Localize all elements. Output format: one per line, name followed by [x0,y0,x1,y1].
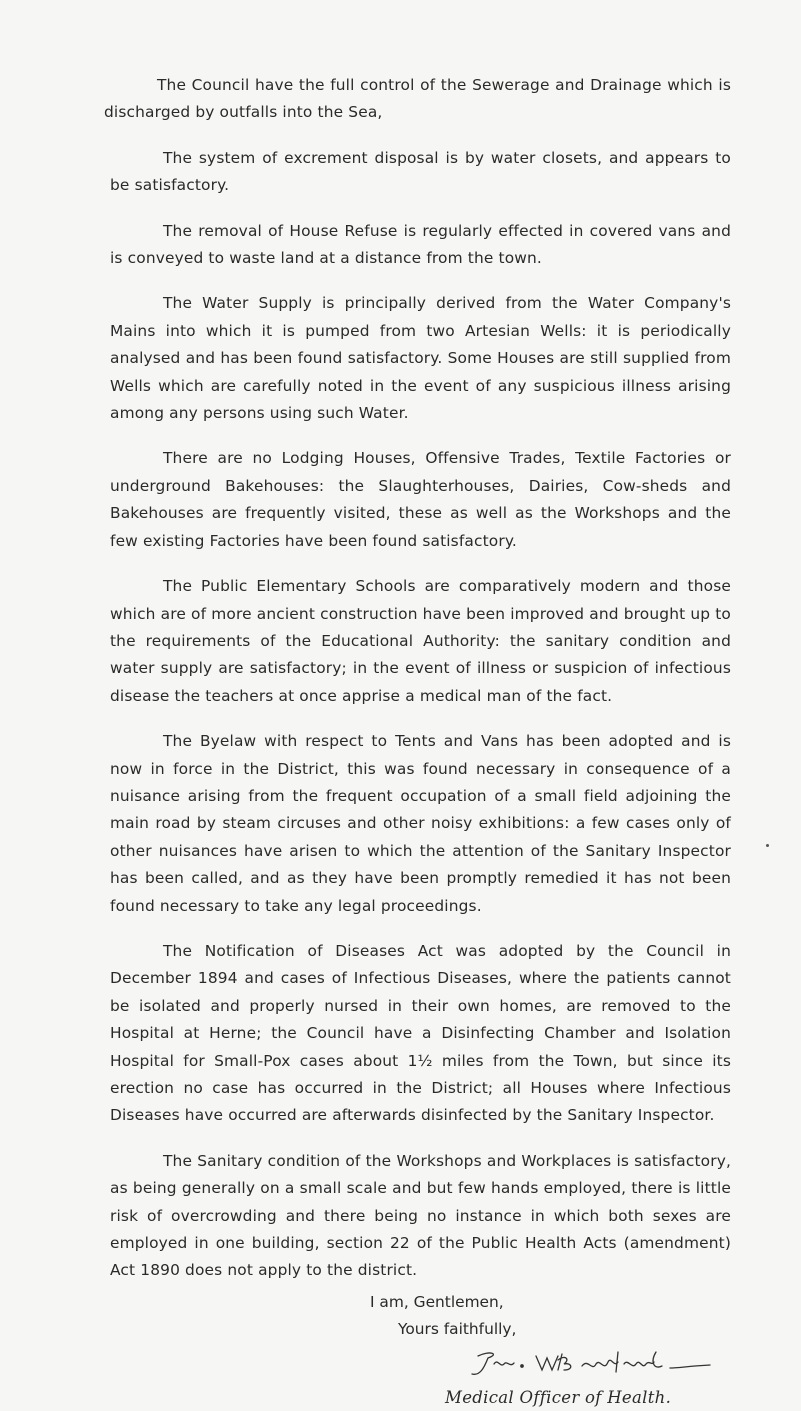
paragraph-schools: The Public Elementary Schools are comparatively modern and those which are of more ancient construction have been improved and brought up to the requirements of the Educational Authority: the sanitary condition and water supply are satisfactory; in the event of illness or suspicion of infectious disease the teachers at once apprise a medical man of the fact. [110,577,731,705]
paragraph-workshops: The Sanitary condition of the Workshops and Workplaces is satisfactory, as being generally on a small scale and but few hands employed, there is little risk of overcrowding and there being no instance in which both sexes are employed in one building, section 22 of the Public Health Acts (amendment) Act 1890 does not apply to the district. [110,1151,731,1280]
signatory-role: Medical Officer of Health. [445,1387,672,1407]
paragraph-water-supply: The Water Supply is principally derived from the Water Company's Mains into which it is pumped from two Artesian Wells: it is periodically analysed and has been found satisfactory. Some Houses are still supplied from Wells which are carefully noted in the event of any suspicious illness arising among any persons using such Water. [110,294,731,423]
paragraph-house-refuse: The removal of House Refuse is regularly effected in covered vans and is conveyed to waste land at a distance from the town. [110,221,731,268]
paragraph-byelaw: The Byelaw with respect to Tents and Vans has been adopted and is now in force in the District, this was found necessary in consequence of a nuisance arising from the frequent occupation of a small field adjoining the main road by steam circuses and other noisy exhibitions: a few cases only of other nuisances have arisen to which the attention of the Sanitary Inspector has been called, and as they have been promptly remedied it has not been found necessary to take any legal proceedings. [110,732,731,915]
paragraph-lodging-houses: There are no Lodging Houses, Offensive Trades, Textile Factories or underground Bakehouses: the Slaughterhouses, Dairies, Cow-sheds and Bakehouses are frequently visited, these as well as the Workshops and the few existing Factories have been found satisfactory. [110,449,731,550]
paper-speck [766,844,769,847]
paragraph-excrement-disposal: The system of excrement disposal is by water closets, and appears to be satisfactory. [110,148,731,195]
letter-closing [110,1289,731,1407]
closing-valediction: Yours faithfully, [398,1320,517,1339]
signature-block [110,1344,731,1407]
closing-greeting: I am, Gentlemen, [370,1292,504,1311]
handwritten-signature [470,1348,720,1382]
paragraph-notification: The Notification of Diseases Act was adopted by the Council in December 1894 and cases of Infectious Diseases, where the patients cannot be isolated and properly nursed in their own homes, are removed to the Hospital at Herne; the Council have a Disinfecting Chamber and Isolation Hospital for Small-Pox cases about 1½ miles from the Town, but since its erection no case has occurred in the District; all Houses where Infectious Diseases have occurred are afterwards disinfected by the Sanitary Inspector. [110,941,731,1125]
paragraph-sewerage: The Council have the full control of the Sewerage and Drainage which is discharged by outfalls into the Sea, [104,76,731,122]
